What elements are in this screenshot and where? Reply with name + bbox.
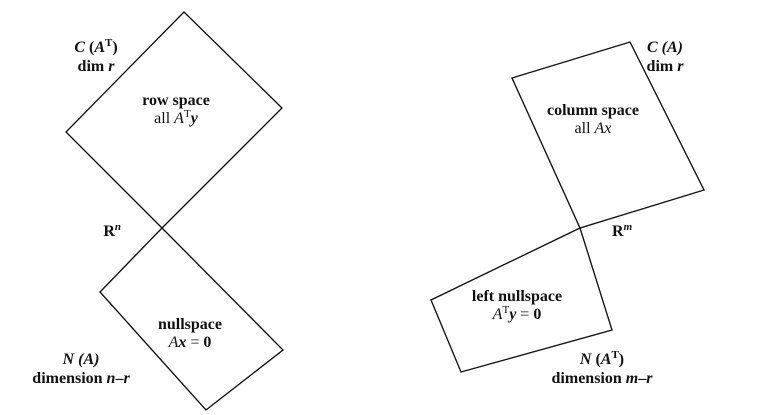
row-space-rank-symbol: r [108, 58, 115, 75]
left-nullspace-a-symbol: A [492, 306, 503, 323]
row-space-dimension-notation [74, 38, 117, 57]
row-space-y-symbol: y [190, 110, 198, 127]
row-space-a-transpose-symbol: A [174, 110, 184, 127]
left-nullspace-close-paren: ) [618, 351, 625, 368]
row-space-title: row space [142, 92, 210, 109]
left-nullspace-zero-vector: 0 [533, 306, 542, 323]
nullspace-notation [32, 350, 129, 369]
left-nullspace-dimension-label [552, 350, 653, 388]
left-nullspace-dimension-text: dimension [551, 370, 626, 387]
nullspace-text [158, 316, 222, 352]
column-space-all-text: all [574, 120, 595, 137]
nullspace-rank-symbol: r [123, 370, 130, 387]
left-nullspace-dim-transpose: T [611, 349, 619, 361]
column-space-a-symbol: A [594, 120, 605, 137]
column-space-rank-symbol: r [677, 58, 684, 75]
left-nullspace-notation [552, 350, 653, 369]
left-nullspace-y-symbol: y [509, 306, 517, 323]
nullspace-dimension-label [32, 350, 129, 388]
codomain-space-superscript: m [623, 221, 633, 233]
domain-space-symbol: R [103, 223, 115, 240]
row-space-all-text: all [154, 110, 175, 127]
row-space-a-symbol: A [94, 39, 105, 56]
row-space-close-paren: ) [112, 39, 118, 56]
left-nullspace-open-paren: ( [591, 351, 601, 368]
domain-space-superscript: n [114, 221, 121, 233]
left-nullspace-m-dimension: m [625, 370, 639, 387]
left-nullspace-equals-symbol: = [516, 306, 534, 323]
nullspace-n-dimension: n [106, 370, 116, 387]
row-space-transpose-superscript: T [105, 37, 113, 49]
left-nullspace-text [472, 288, 562, 324]
nullspace-title: nullspace [157, 316, 223, 333]
column-space-title: column space [547, 102, 639, 119]
left-nullspace-minus-sign: – [638, 370, 647, 387]
row-space-rank [74, 57, 117, 76]
row-space-dimension-label [74, 38, 117, 76]
nullspace-n-symbol: N [62, 351, 75, 368]
column-space-c-symbol: C [647, 39, 658, 56]
nullspace-paren-text: (A) [74, 351, 100, 368]
nullspace-dimension-value [32, 369, 129, 388]
row-space-open-paren: ( [85, 39, 95, 56]
nullspace-equals-symbol: = [186, 334, 204, 351]
left-nullspace-dimension-value [552, 369, 653, 388]
column-space-rank [647, 57, 684, 76]
nullspace-equation [158, 334, 222, 352]
row-space-c-symbol: C [74, 39, 85, 56]
domain-space-label [103, 222, 121, 241]
row-space-description [142, 110, 210, 128]
column-space-dim-text: dim [646, 58, 678, 75]
left-nullspace-title: left nullspace [471, 288, 563, 305]
left-nullspace-rank-symbol: r [646, 370, 653, 387]
row-space-description-transpose: T [183, 108, 191, 120]
left-nullspace-a-dim-symbol: A [600, 351, 612, 368]
nullspace-minus-sign: – [115, 370, 124, 387]
column-space-paren-text: (A) [657, 39, 683, 56]
row-space-text [142, 92, 210, 128]
left-nullspace-equation [472, 306, 562, 324]
column-space-text [547, 102, 639, 138]
row-space-dim-text: dim [77, 58, 109, 75]
left-nullspace-transpose-superscript: T [502, 304, 510, 316]
codomain-space-symbol: R [612, 223, 624, 240]
column-space-notation [647, 38, 684, 57]
column-space-dimension-label [647, 38, 684, 76]
nullspace-zero-vector: 0 [203, 334, 212, 351]
nullspace-a-symbol: A [168, 334, 179, 351]
left-nullspace-n-symbol: N [579, 351, 592, 368]
column-space-description [547, 120, 639, 138]
nullspace-dimension-text: dimension [32, 370, 107, 387]
codomain-space-label [612, 222, 632, 241]
nullspace-x-symbol: x [178, 334, 187, 351]
column-space-x-symbol: x [604, 120, 612, 137]
